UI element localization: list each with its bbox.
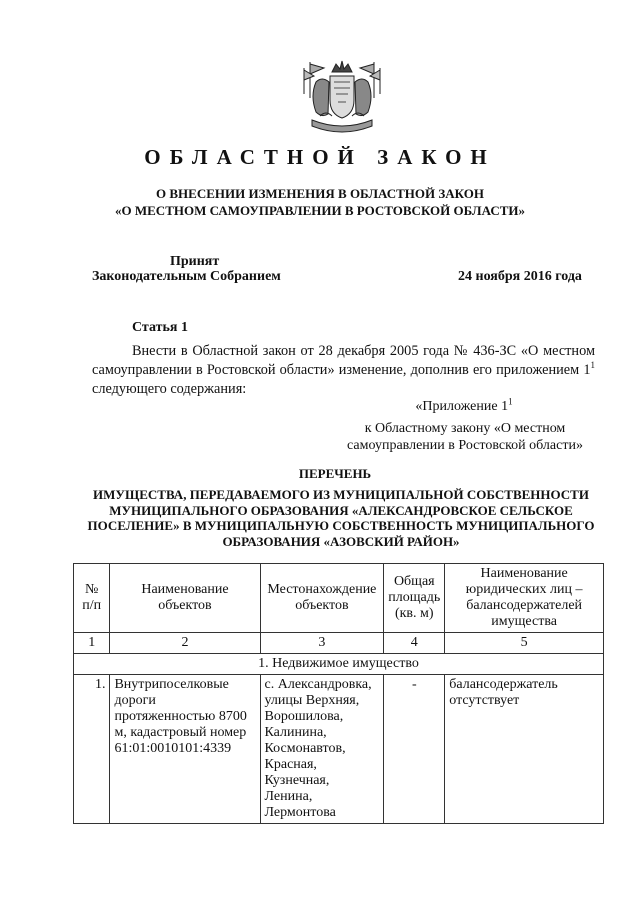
subtitle-line-1: О ВНЕСЕНИИ ИЗМЕНЕНИЯ В ОБЛАСТНОЙ ЗАКОН bbox=[156, 186, 484, 201]
row-holder: балансодержатель отсутствует bbox=[445, 675, 604, 824]
table-row bbox=[74, 675, 604, 824]
adopted-date: 24 ноября 2016 года bbox=[458, 269, 582, 284]
row-location: с. Александровка, улицы Верхняя, Ворошилова, Калинина, Космонавтов, Красная, Кузнечная, Ленина, Лермонтова bbox=[260, 675, 384, 824]
coat-of-arms-emblem bbox=[302, 58, 382, 140]
table-section-row bbox=[74, 654, 604, 675]
article-heading: Статья 1 bbox=[132, 320, 188, 335]
row-area: - bbox=[384, 675, 445, 824]
section-title: 1. Недвижимое имущество bbox=[74, 654, 604, 675]
list-heading: ПЕРЕЧЕНЬ bbox=[298, 466, 372, 481]
header-holder: Наименование юридических лиц – балансодержателей имущества bbox=[445, 564, 604, 633]
header-area: Общая площадь (кв. м) bbox=[384, 564, 445, 633]
row-num: 1. bbox=[74, 675, 110, 824]
header-name: Наименование объектов bbox=[110, 564, 260, 633]
col-number: 1 bbox=[74, 633, 110, 654]
adopted-body: Законодательным Собранием bbox=[92, 269, 281, 284]
property-table bbox=[73, 563, 604, 824]
adopted-label: Принят bbox=[170, 254, 220, 269]
subtitle-line-2: «О МЕСТНОМ САМОУПРАВЛЕНИИ В РОСТОВСКОЙ ОБЛАСТИ» bbox=[115, 203, 525, 218]
col-number: 2 bbox=[110, 633, 260, 654]
header-num: № п/п bbox=[74, 564, 110, 633]
article-text: Внести в Областной закон от 28 декабря 2005 года № 436-ЗС «О местном самоуправлении в Ростовской области» изменение, дополнив его приложением $1^1$ следующего содержания: bbox=[92, 343, 595, 397]
header-location: Местонахождение объектов bbox=[260, 564, 384, 633]
document-title: ОБЛАСТНОЙ ЗАКОН bbox=[144, 145, 496, 169]
col-number: 3 bbox=[260, 633, 384, 654]
table-header-row bbox=[74, 564, 604, 633]
table-number-row bbox=[74, 633, 604, 654]
appendix-line-3: самоуправлении в Ростовской области» bbox=[347, 438, 583, 453]
appendix-line-2: к Областному закону «О местном bbox=[364, 421, 566, 436]
appendix-line-1: «Приложение $1^1$ bbox=[415, 396, 513, 414]
row-name: Внутрипоселковые дороги протяженностью 8700 м, кадастровый номер 61:01:0010101:4339 bbox=[110, 675, 260, 824]
list-subheading: ИМУЩЕСТВА, ПЕРЕДАВАЕМОГО ИЗ МУНИЦИПАЛЬНОЙ СОБСТВЕННОСТИ МУНИЦИПАЛЬНОГО ОБРАЗОВАНИЯ «АЛЕКСАНДРОВСКОЕ СЕЛЬСКОЕ ПОСЕЛЕНИЕ» В МУНИЦИПАЛЬНУЮ СОБСТВЕННОСТЬ МУНИЦИПАЛЬНОГО ОБРАЗОВАНИЯ «АЗОВСКИЙ РАЙОН» bbox=[87, 487, 595, 549]
col-number: 4 bbox=[384, 633, 445, 654]
col-number: 5 bbox=[445, 633, 604, 654]
